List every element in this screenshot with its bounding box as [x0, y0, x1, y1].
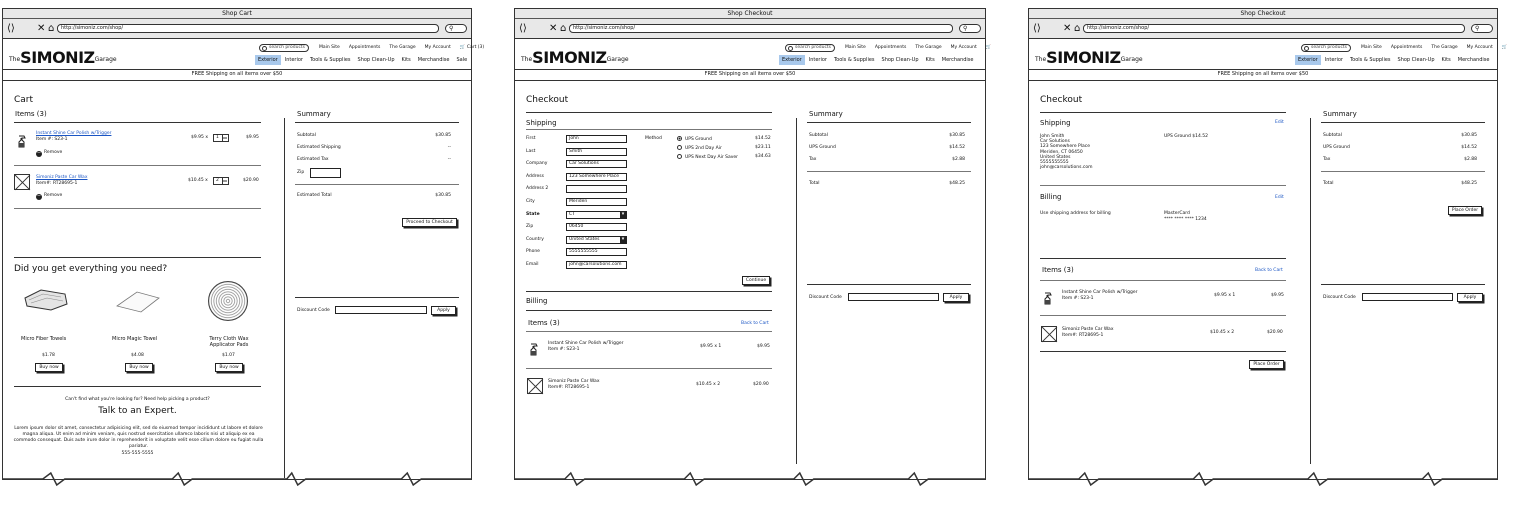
back-to-cart-link[interactable]: Back to Cart	[1255, 268, 1283, 273]
order-item-sku: Item#: RT28695-1	[548, 385, 590, 390]
link-the-garage[interactable]: The Garage	[915, 45, 942, 50]
shipping-label: Estimated Shipping	[297, 145, 341, 150]
product-image-placeholder	[1041, 326, 1057, 342]
cart-item-sku: Item#: RT28695-1	[36, 181, 78, 186]
remove-icon: −	[36, 150, 42, 156]
url-bar[interactable]: http://simoniz.com/shop/	[569, 24, 953, 33]
divider	[1040, 112, 1286, 113]
upsell-product-name: Terry Cloth Wax Applicator Pads	[209, 336, 249, 348]
close-icon[interactable]: ✕	[37, 23, 46, 34]
browser-toolbar	[1029, 19, 1497, 39]
window-title: Shop Cart	[3, 9, 471, 19]
total-label: Total	[809, 181, 820, 186]
form-field-label: Address	[526, 173, 544, 179]
spray-bottle-icon	[17, 134, 29, 148]
shipping-value: $14.52	[1461, 145, 1477, 150]
total-label: Estimated Total	[297, 193, 332, 198]
divider	[1321, 171, 1485, 172]
items-heading: Items (3)	[1042, 266, 1074, 274]
window-title: Shop Checkout	[1029, 9, 1497, 19]
link-my-account[interactable]: My Account	[950, 45, 977, 50]
menu-interior[interactable]: Interior	[808, 57, 827, 63]
divider	[526, 112, 772, 113]
shipping-heading: Shipping	[526, 119, 557, 127]
close-icon[interactable]: ✕	[549, 23, 558, 34]
radio-unselected	[677, 145, 682, 150]
divider	[14, 208, 261, 209]
top-links	[1361, 45, 1516, 50]
summary-title: Summary	[1323, 110, 1357, 118]
form-field-input-zip[interactable]: 06450	[566, 223, 627, 231]
form-field-label: State	[526, 211, 540, 217]
upsell-product-price: $1.07	[222, 353, 235, 358]
divider	[295, 297, 459, 298]
upsell-product-price: $1.78	[42, 353, 55, 358]
form-field-input-address-2[interactable]	[566, 185, 627, 193]
url-bar[interactable]: http://simoniz.com/shop/	[1083, 24, 1465, 33]
order-item-name: Simoniz Paste Car Wax	[548, 379, 600, 384]
form-field-label: Last	[526, 148, 536, 154]
discount-label: Discount Code	[809, 295, 842, 300]
upsell-product-name: Micro Fiber Towels	[21, 336, 67, 342]
cart-item-name[interactable]: Simoniz Paste Car Wax	[36, 175, 88, 180]
menu-sale[interactable]: Sale	[456, 57, 468, 63]
continue-button[interactable]: Continue	[742, 276, 770, 285]
cart-item-price: $9.95 x	[191, 135, 208, 140]
micro-fiber-towel-image	[23, 288, 69, 312]
expert-body: Lorem ipsum dolor sit amet, consectetur adipisicing elit, sed do eiusmod tempor incididunt ut labore et dolore magna aliqua. Ut enim ad minim veniam, quis nostrud exercitation ullamco laboris nisi ut aliquip ex ea commodo consequat. Duis aute irure dolor in reprehenderit in voluptate velit esse cillum dolore eu fugiat nulla pariatur.	[13, 426, 264, 449]
browser-search-input[interactable]: ⚲	[445, 24, 467, 33]
divider	[807, 122, 971, 123]
order-item-name: Instant Shine Car Polish w/Trigger	[548, 341, 624, 346]
cart-icon[interactable]: 🛒	[985, 45, 992, 50]
cart-item-name[interactable]: Instant Shine Car Polish w/Trigger	[36, 131, 112, 136]
total-value: $30.85	[435, 193, 451, 198]
order-item-price: $9.95 x 1	[1214, 293, 1236, 298]
radio-unselected	[677, 154, 682, 159]
divider	[1040, 185, 1286, 186]
subtotal-label: Subtotal	[1323, 133, 1342, 138]
cart-window	[2, 8, 485, 480]
page-title: Checkout	[526, 95, 569, 105]
order-item-sku: Item #: S23-1	[1062, 296, 1094, 301]
apply-button[interactable]: Apply	[431, 306, 456, 315]
total-label: Total	[1323, 181, 1334, 186]
billing-note: Use shipping address for billing	[1040, 211, 1111, 216]
expert-phone: 555-555-5555	[121, 451, 154, 456]
free-shipping-banner: FREE Shipping on all items over $50	[1029, 69, 1497, 81]
order-item-total: $9.95	[1271, 293, 1284, 298]
form-field-label: Zip	[526, 224, 534, 230]
divider	[526, 331, 772, 332]
torn-edge	[3, 473, 471, 487]
browser-search-input[interactable]: ⚲	[1471, 24, 1493, 33]
apply-button[interactable]: Apply	[943, 293, 969, 302]
place-order-button[interactable]: Place Order	[1249, 360, 1284, 369]
quantity-stepper[interactable]: 2	[213, 177, 229, 185]
form-field-input-phone[interactable]: 5555555555	[566, 248, 627, 256]
subtotal-label: Subtotal	[297, 133, 316, 138]
form-field-input-country[interactable]: United States ▾	[566, 236, 627, 244]
address-line: Car Solutions	[1040, 139, 1070, 145]
form-field-label: Phone	[526, 249, 540, 255]
address-line: John Smith	[1040, 134, 1065, 139]
order-item-price: $9.95 x 1	[700, 344, 722, 349]
link-my-account[interactable]: My Account	[1466, 45, 1493, 50]
order-item-sku: Item#: RT28695-1	[1062, 333, 1104, 338]
simoniz-logo[interactable]: TheSIMONIZGarage	[521, 48, 629, 67]
edit-billing-link[interactable]: Edit	[1275, 195, 1284, 200]
discount-code-input[interactable]	[848, 293, 939, 301]
order-item-total: $20.90	[753, 382, 769, 387]
torn-edge	[515, 473, 985, 487]
zip-label: Zip	[297, 170, 305, 175]
form-field-label: Address 2	[526, 186, 549, 192]
remove-button[interactable]: − Remove	[36, 150, 63, 156]
menu-tools[interactable]: Tools & Supplies	[309, 57, 351, 63]
top-links	[319, 45, 502, 50]
menu-exterior[interactable]: Exterior	[779, 55, 805, 65]
cart-link[interactable]: 🛒 Cart (3)	[459, 45, 485, 50]
back-icon[interactable]: ⟨⟩	[519, 23, 527, 34]
remove-button[interactable]: − Remove	[36, 193, 63, 199]
micro-magic-towel-image	[115, 290, 161, 314]
subtotal-value: $30.85	[435, 133, 451, 138]
form-field-label: Email	[526, 262, 539, 267]
shipping-value: $14.52	[949, 145, 965, 150]
order-item-price: $10.45 x 2	[696, 382, 721, 387]
link-the-garage[interactable]: The Garage	[389, 45, 416, 50]
applicator-pad-image	[208, 281, 248, 321]
form-field-input-email[interactable]: john@carsolutions.com	[566, 261, 627, 269]
cart-item-total: $9.95	[246, 135, 259, 140]
shipping-method-option[interactable]: UPS Next Day Air Saver	[677, 154, 738, 161]
url-bar[interactable]: http://simoniz.com/shop/	[57, 24, 439, 33]
discount-label: Discount Code	[297, 308, 330, 313]
total-value: $48.25	[949, 181, 965, 186]
menu-kits[interactable]: Kits	[401, 57, 411, 63]
tax-label: Tax	[1323, 157, 1331, 162]
simoniz-logo[interactable]: TheSIMONIZGarage	[1035, 48, 1143, 67]
form-field-label: Country	[526, 236, 544, 242]
form-field-input-address[interactable]: 123 Somewhere Place	[566, 173, 627, 181]
divider	[1040, 280, 1286, 281]
menu-interior[interactable]: Interior	[1324, 57, 1343, 63]
address-line: Meriden, CT 06450	[1040, 149, 1083, 155]
menu-interior[interactable]: Interior	[284, 57, 303, 63]
apply-button[interactable]: Apply	[1457, 293, 1483, 302]
shipping-heading: Shipping	[1040, 119, 1071, 127]
link-main-site[interactable]: Main Site	[845, 45, 866, 50]
shipping-method-price: $23.11	[755, 145, 771, 150]
page-title: Checkout	[1040, 95, 1083, 105]
form-field-input-state[interactable]: CT ▾	[566, 211, 627, 219]
form-field-input-company[interactable]: Car Solutions	[566, 160, 627, 168]
browser-toolbar	[3, 19, 471, 39]
form-field-input-first[interactable]: John	[566, 135, 627, 143]
shipping-label: UPS Ground	[1323, 145, 1350, 150]
divider	[526, 129, 772, 130]
window-title: Shop Checkout	[515, 9, 985, 19]
main-menu	[779, 55, 977, 65]
menu-shop-cleanup[interactable]: Shop Clean-Up	[1397, 57, 1435, 63]
cart-item-price: $10.45 x	[188, 178, 208, 183]
zip-input[interactable]	[310, 168, 341, 178]
shipping-value: --	[447, 145, 451, 150]
divider	[807, 284, 971, 285]
column-divider	[796, 118, 797, 464]
menu-shop-cleanup[interactable]: Shop Clean-Up	[357, 57, 395, 63]
link-my-account[interactable]: My Account	[424, 45, 451, 50]
menu-merchandise[interactable]: Merchandise	[417, 57, 450, 63]
card-number: **** **** **** 1234	[1164, 217, 1207, 222]
divider	[1040, 258, 1286, 259]
quantity-stepper[interactable]: 1	[213, 134, 229, 142]
site-search-input[interactable]: search products	[1301, 44, 1351, 52]
upsell-product-price: $4.08	[131, 353, 144, 358]
tax-value: $2.88	[1464, 157, 1477, 162]
product-image-placeholder	[14, 174, 30, 190]
menu-merchandise[interactable]: Merchandise	[941, 57, 974, 63]
place-order-button[interactable]: Place Order	[1448, 206, 1482, 215]
back-icon[interactable]: ⟨⟩	[1033, 23, 1041, 34]
divider	[1040, 351, 1286, 352]
remove-icon: −	[36, 193, 42, 199]
buy-now-button[interactable]: Buy now	[35, 363, 63, 372]
cart-item-sku: Item #: S23-1	[36, 137, 68, 142]
main-menu	[1295, 55, 1493, 65]
form-field-label: City	[526, 199, 535, 204]
main-menu	[255, 55, 471, 65]
radio-selected	[677, 136, 682, 141]
divider	[295, 184, 459, 185]
shipping-method-price: $34.63	[755, 154, 771, 159]
divider	[526, 368, 772, 369]
top-links	[845, 45, 1000, 50]
upsell-product-name: Micro Magic Towel	[112, 336, 158, 342]
discount-code-input[interactable]	[335, 306, 427, 314]
summary-title: Summary	[809, 110, 843, 118]
divider	[526, 291, 772, 292]
browser-toolbar	[515, 19, 985, 39]
tax-label: Tax	[809, 157, 817, 162]
free-shipping-banner: FREE Shipping on all items over $50	[3, 69, 471, 81]
site-search-input[interactable]: search products	[259, 44, 309, 52]
checkout-review-window	[1028, 8, 1508, 480]
divider	[14, 386, 261, 387]
order-item-price: $10.45 x 2	[1210, 330, 1235, 335]
divider	[1321, 122, 1485, 123]
order-item-total: $20.90	[1267, 330, 1283, 335]
form-field-label: Company	[526, 161, 548, 167]
back-icon[interactable]: ⟨⟩	[7, 23, 15, 34]
address-line: 5555555555	[1040, 160, 1069, 165]
address-line: United States	[1040, 154, 1071, 160]
buy-now-button[interactable]: Buy now	[215, 363, 243, 372]
divider	[14, 165, 261, 166]
link-appointments[interactable]: Appointments	[1390, 45, 1423, 50]
order-item-sku: Item #: S23-1	[548, 347, 580, 352]
card-type: MasterCard	[1164, 211, 1190, 216]
home-icon[interactable]: ⌂	[1074, 23, 1081, 34]
divider	[526, 310, 772, 311]
column-divider	[284, 118, 285, 478]
divider	[1040, 315, 1286, 316]
menu-kits[interactable]: Kits	[1441, 57, 1451, 63]
column-divider	[1310, 118, 1311, 464]
checkout-page	[515, 40, 992, 479]
order-item-name: Instant Shine Car Polish w/Trigger	[1062, 290, 1138, 295]
order-item-name: Simoniz Paste Car Wax	[1062, 327, 1114, 332]
spray-bottle-icon	[1043, 291, 1055, 305]
cart-item-total: $20.90	[243, 178, 259, 183]
buy-now-button[interactable]: Buy now	[125, 363, 153, 372]
subtotal-value: $30.85	[949, 133, 965, 138]
tax-value: --	[447, 157, 451, 162]
link-main-site[interactable]: Main Site	[1361, 45, 1382, 50]
items-heading: Items (3)	[528, 319, 560, 327]
home-icon[interactable]: ⌂	[48, 23, 55, 34]
page-title: Cart	[14, 95, 34, 105]
back-to-cart-link[interactable]: Back to Cart	[741, 321, 769, 326]
torn-edge	[1029, 473, 1497, 487]
form-field-input-city[interactable]: Meriden	[566, 198, 627, 206]
divider	[295, 122, 459, 123]
subtotal-label: Subtotal	[809, 133, 828, 138]
shipping-label: UPS Ground	[809, 145, 836, 150]
menu-exterior[interactable]: Exterior	[255, 55, 281, 65]
summary-title: Summary	[297, 110, 331, 118]
spray-bottle-icon	[529, 342, 541, 356]
shipping-method-option[interactable]: UPS 2nd Day Air	[677, 145, 722, 152]
link-the-garage[interactable]: The Garage	[1431, 45, 1458, 50]
items-heading: Items (3)	[15, 110, 47, 118]
address-line: 123 Somewhere Place	[1040, 144, 1090, 150]
upsell-title: Did you get everything you need?	[14, 264, 168, 274]
menu-exterior[interactable]: Exterior	[1295, 55, 1321, 65]
tax-label: Estimated Tax	[297, 157, 329, 162]
site-search-input[interactable]: search products	[785, 44, 835, 52]
free-shipping-banner: FREE Shipping on all items over $50	[515, 69, 985, 81]
billing-heading: Billing	[1040, 193, 1062, 201]
form-field-label: First	[526, 136, 536, 141]
shipping-method-option[interactable]: UPS Ground	[677, 136, 712, 143]
menu-tools[interactable]: Tools & Supplies	[1349, 57, 1391, 63]
product-image-placeholder	[527, 378, 543, 394]
method-label: Method	[645, 136, 662, 141]
expert-title: Talk to an Expert.	[98, 406, 177, 416]
divider	[807, 171, 971, 172]
expert-question: Can't find what you're looking for? Need help picking a product?	[65, 397, 210, 402]
total-value: $48.25	[1461, 181, 1477, 186]
shipping-method-price: $14.52	[755, 136, 771, 141]
browser-search-input[interactable]: ⚲	[959, 24, 981, 33]
shipping-method-summary: UPS Ground $14.52	[1164, 134, 1209, 139]
menu-shop-cleanup[interactable]: Shop Clean-Up	[881, 57, 919, 63]
billing-heading: Billing	[526, 297, 548, 305]
menu-tools[interactable]: Tools & Supplies	[833, 57, 875, 63]
subtotal-value: $30.85	[1461, 133, 1477, 138]
simoniz-logo[interactable]: TheSIMONIZGarage	[9, 48, 117, 67]
checkout-review-page	[1029, 40, 1508, 479]
cart-icon[interactable]: 🛒	[1501, 45, 1508, 50]
proceed-to-checkout-button[interactable]: Proceed to Checkout	[402, 218, 457, 227]
divider	[14, 257, 261, 258]
edit-shipping-link[interactable]: Edit	[1275, 120, 1284, 125]
discount-label: Discount Code	[1323, 295, 1356, 300]
close-icon[interactable]: ✕	[1063, 23, 1072, 34]
tax-value: $2.88	[952, 157, 965, 162]
divider	[1321, 284, 1485, 285]
link-appointments[interactable]: Appointments	[874, 45, 907, 50]
link-appointments[interactable]: Appointments	[348, 45, 381, 50]
order-item-total: $9.95	[757, 344, 770, 349]
menu-kits[interactable]: Kits	[925, 57, 935, 63]
checkout-window	[514, 8, 992, 480]
link-main-site[interactable]: Main Site	[319, 45, 340, 50]
home-icon[interactable]: ⌂	[560, 23, 567, 34]
form-field-input-last[interactable]: Smith	[566, 148, 627, 156]
address-line: john@carsolutions.com	[1040, 165, 1093, 171]
discount-code-input[interactable]	[1362, 293, 1453, 301]
menu-merchandise[interactable]: Merchandise	[1457, 57, 1490, 63]
divider	[14, 122, 261, 123]
cart-page	[3, 40, 485, 479]
